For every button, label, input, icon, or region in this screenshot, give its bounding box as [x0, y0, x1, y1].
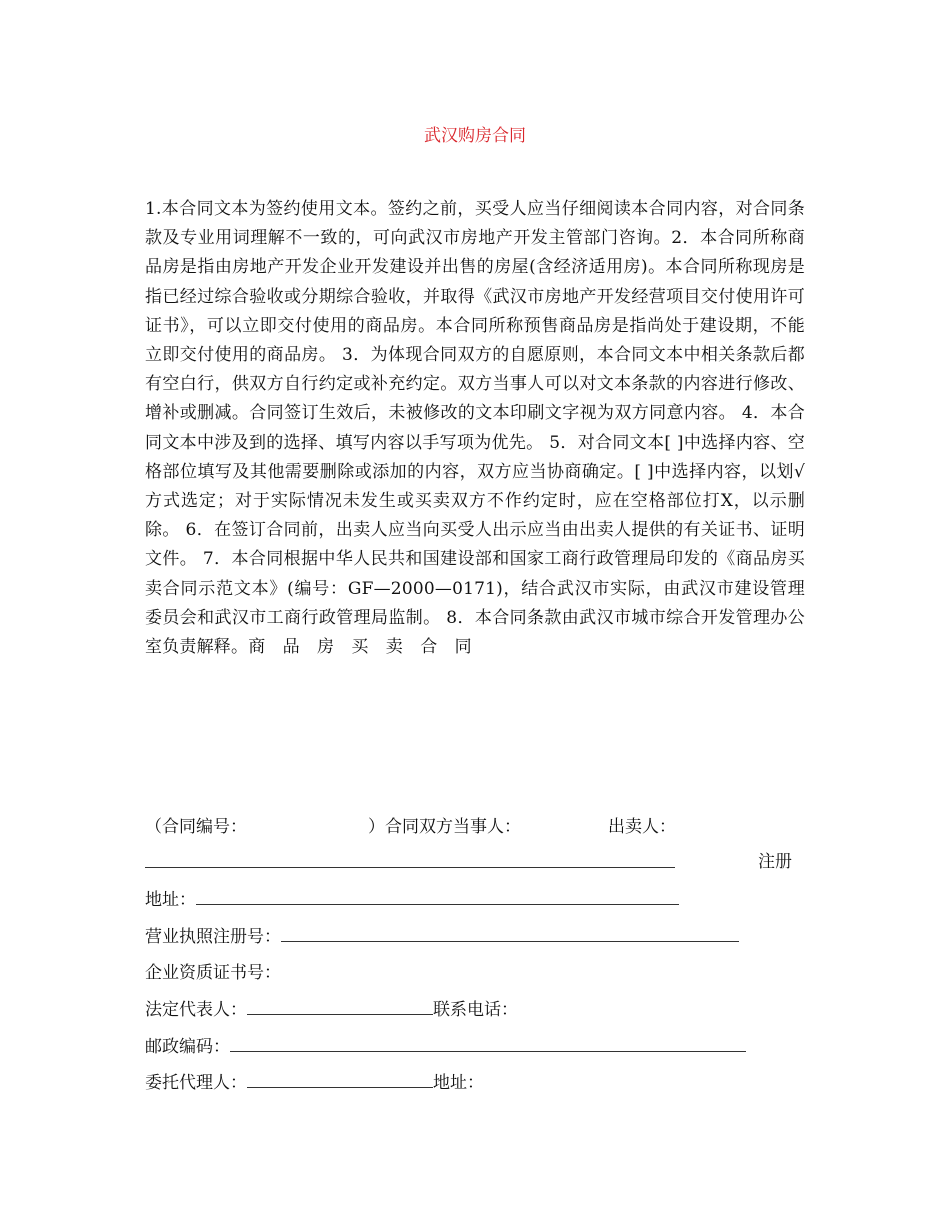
- license-row: [145, 924, 739, 949]
- qualification-row: [145, 961, 281, 985]
- legal-rep-field[interactable]: [247, 997, 433, 1015]
- contract-instructions: 1.本合同文本为签约使用文本。签约之前，买受人应当仔细阅读本合同内容，对合同条款及专业用词理解不一致的，可向武汉市房地产开发主管部门咨询。2．本合同所称商品房是指由房地产开发企业开发建设并出售的房屋(含经济适用房)。本合同所称现房是指已经过综合验收或分期综合验收，并取得《武汉市房地产开发经营项目交付使用许可证书》，可以立即交付使用的商品房。本合同所称预售商品房是指尚处于建设期，不能立即交付使用的商品房。 3．为体现合同双方的自愿原则，本合同文本中相关条款后都有空白行，供双方自行约定或补充约定。双方当事人可以对文本条款的内容进行修改、增补或删减。合同签订生效后，未被修改的文本印刷文字视为双方同意内容。 4．本合同文本中涉及到的选择、填写内容以手写项为优先。 5．对合同文本[ ]中选择内容、空格部位填写及其他需要删除或添加的内容，双方应当协商确定。[ ]中选择内容，以划√方式选定；对于实际情况未发生或买卖双方不作约定时，应在空格部位打X，以示删除。 6．在签订合同前，出卖人应当向买受人出示应当由出卖人提供的有关证书、证明文件。 7．本合同根据中华人民共和国建设部和国家工商行政管理局印发的《商品房买卖合同示范文本》(编号：GF—2000—0171)，结合武汉市实际，由武汉市建设管理委员会和武汉市工商行政管理局监制。 8．本合同条款由武汉市城市综合开发管理办公室负责解释。商 品 房 买 卖 合 同: [145, 199, 805, 658]
- seller-name-field[interactable]: [145, 850, 675, 875]
- postcode-row: [145, 1034, 746, 1059]
- postcode-label: 邮政编码：: [145, 1037, 230, 1057]
- legal-rep-row: [145, 997, 518, 1022]
- address-row: [145, 887, 679, 912]
- address-field[interactable]: [196, 887, 679, 905]
- parties-label: ）合同双方当事人：: [368, 817, 521, 837]
- agent-row: [145, 1070, 484, 1095]
- address-label: 地址：: [145, 890, 196, 910]
- agent-address-label: 地址：: [433, 1073, 484, 1093]
- agent-field[interactable]: [247, 1070, 433, 1088]
- agent-label: 委托代理人：: [145, 1073, 247, 1093]
- legal-rep-label: 法定代表人：: [145, 1000, 247, 1020]
- license-label: 营业执照注册号：: [145, 927, 281, 947]
- registered-label: 注册: [758, 852, 792, 872]
- document-title: 武汉购房合同: [424, 126, 526, 146]
- seller-label: 出卖人：: [608, 817, 676, 837]
- qualification-label: 企业资质证书号：: [145, 963, 281, 983]
- phone-label: 联系电话：: [433, 1000, 518, 1020]
- contract-number-label: （合同编号：: [145, 817, 247, 837]
- postcode-field[interactable]: [230, 1034, 746, 1052]
- license-field[interactable]: [281, 924, 739, 942]
